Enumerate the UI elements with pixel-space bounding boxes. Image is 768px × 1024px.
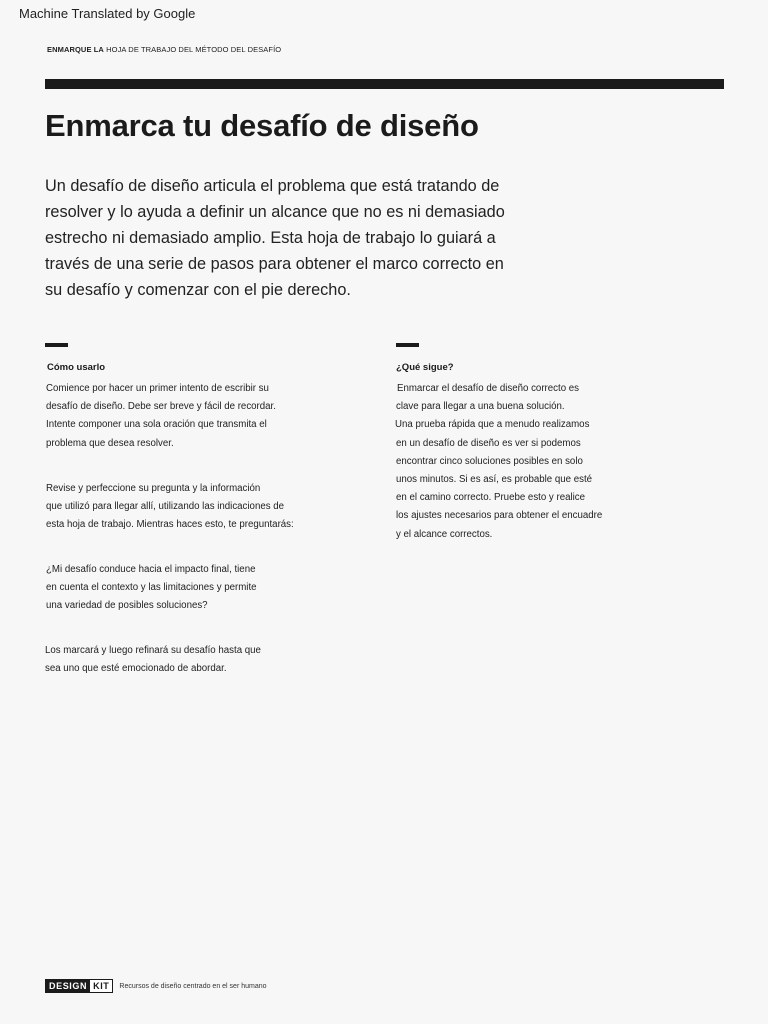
- intro-line: su desafío y comenzar con el pie derecho.: [45, 281, 351, 299]
- machine-translation-banner: Machine Translated by Google: [19, 6, 196, 21]
- body-line: en cuenta el contexto y las limitaciones y permite: [46, 582, 257, 594]
- intro-paragraph: [45, 173, 545, 303]
- body-line: desafío de diseño. Debe ser breve y fácil de recordar.: [46, 401, 276, 413]
- breadcrumb-rest: HOJA DE TRABAJO DEL MÉTODO DEL DESAFÍO: [106, 45, 282, 54]
- logo-kit-text: KIT: [90, 980, 112, 992]
- body-line: unos minutos. Si es así, es probable que esté: [396, 474, 593, 486]
- breadcrumb: [47, 45, 281, 54]
- left-column-dash: [45, 343, 68, 347]
- body-line: que utilizó para llegar allí, utilizando las indicaciones de: [46, 501, 285, 513]
- how-to-use-heading: Cómo usarlo: [47, 362, 106, 373]
- how-to-use-paragraph-2: [46, 480, 294, 535]
- how-to-use-paragraph-1: [46, 380, 276, 453]
- body-line: ¿Mi desafío conduce hacia el impacto final, tiene: [46, 564, 256, 575]
- whats-next-heading: ¿Qué sigue?: [396, 362, 454, 373]
- how-to-use-paragraph-4: [45, 642, 261, 678]
- whats-next-paragraph: [396, 380, 602, 544]
- body-line: esta hoja de trabajo. Mientras haces esto, te preguntarás:: [46, 519, 294, 531]
- body-line: Enmarcar el desafío de diseño correcto es: [397, 383, 580, 394]
- footer-tagline: Recursos de diseño centrado en el ser humano: [119, 982, 267, 990]
- body-line: en un desafío de diseño es ver si podemos: [396, 437, 581, 449]
- top-divider: [45, 79, 724, 89]
- design-kit-logo: [45, 979, 113, 993]
- body-line: Una prueba rápida que a menudo realizamos: [395, 419, 590, 431]
- body-line: problema que desea resolver.: [46, 437, 174, 449]
- intro-line: resolver y lo ayuda a definir un alcance que no es ni demasiado: [45, 203, 505, 221]
- body-line: Los marcará y luego refinará su desafío hasta que: [45, 645, 261, 656]
- right-column-dash: [396, 343, 419, 347]
- breadcrumb-strong: ENMARQUE LA: [47, 45, 104, 54]
- intro-line: través de una serie de pasos para obtener el marco correcto en: [45, 255, 504, 273]
- body-line: encontrar cinco soluciones posibles en solo: [396, 455, 583, 467]
- body-line: y el alcance correctos.: [396, 528, 493, 540]
- body-line: en el camino correcto. Pruebe esto y realice: [396, 492, 586, 504]
- footer: [45, 979, 267, 993]
- body-line: una variedad de posibles soluciones?: [46, 600, 208, 612]
- logo-design-text: DESIGN: [46, 980, 90, 992]
- intro-line: Un desafío de diseño articula el problema que está tratando de: [45, 177, 500, 195]
- intro-line: estrecho ni demasiado amplio. Esta hoja de trabajo lo guiará a: [45, 229, 496, 247]
- page-title: Enmarca tu desafío de diseño: [45, 108, 479, 143]
- body-line: Comience por hacer un primer intento de escribir su: [46, 383, 269, 394]
- body-line: Revise y perfeccione su pregunta y la información: [46, 483, 261, 494]
- how-to-use-paragraph-3: [46, 561, 257, 616]
- body-line: clave para llegar a una buena solución.: [396, 401, 565, 413]
- body-line: los ajustes necesarios para obtener el encuadre: [396, 510, 603, 522]
- body-line: sea uno que esté emocionado de abordar.: [45, 663, 227, 675]
- body-line: Intente componer una sola oración que transmita el: [46, 419, 267, 431]
